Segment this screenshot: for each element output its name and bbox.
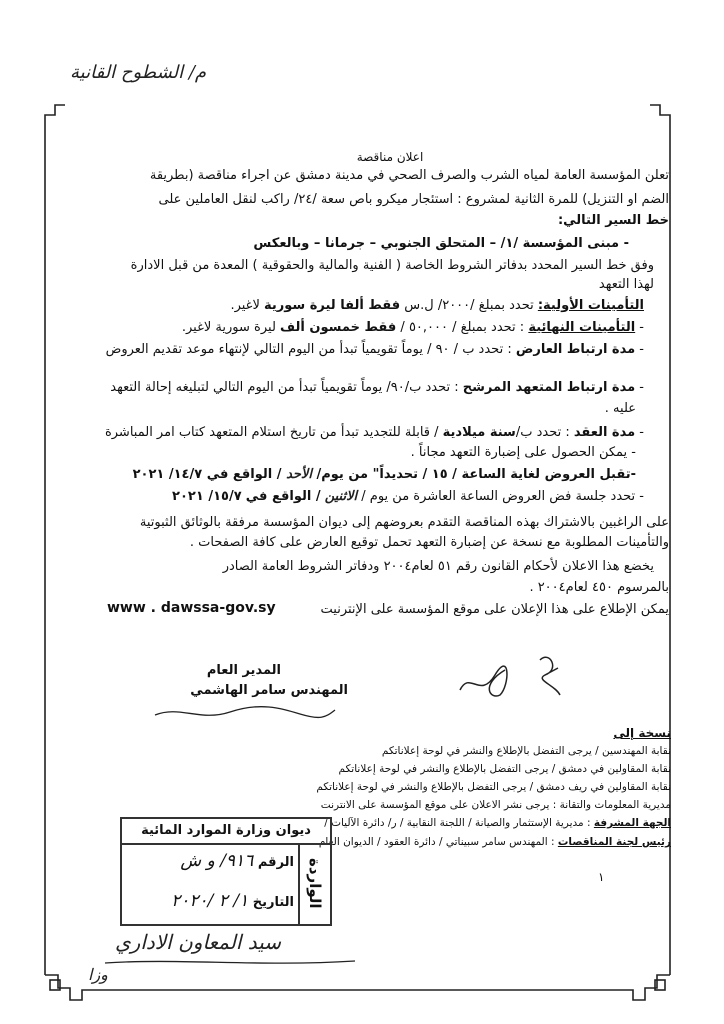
nominee-commitment-line-2: عليه . [604,401,636,416]
announcement-heading: اعلان مناقصة [356,150,424,164]
deadline-text: -تقبل العروض لغاية الساعة / ١٥ / تحديداً" من يوم/ [316,467,636,482]
copies-item-2: نقابة المقاولين في دمشق / يرجى التفضل بالإطلاع والنشر في لوحة إعلاناتكم [338,763,671,775]
final-insurance-bold: فقط خمسون ألف [280,320,397,335]
law-line-1: يخضع هذا الاعلان لأحكام القانون رقم ٥١ لعام٢٠٠٤ ودفاتر الشروط العامة الصادر [222,559,654,574]
route-line: - مبنى المؤسسة /١/ – المتحلق الجنوبي – جرمانا – وبالعكس [253,236,629,251]
contract-duration-label: مدة العقد [573,425,636,440]
deadline-date: ١٤/٧/ ٢٠٢١ [132,467,203,482]
small-mark: ١ [598,870,605,884]
opening-day: الاثنين [324,489,358,504]
copies-title: نسخة إلى [613,726,671,740]
copies-item-4: مديرية المعلومات والتقانة : يرجى نشر الاعلان على موقع المؤسسة على الانترنت [320,799,671,811]
initial-insurance-line [230,298,644,313]
handwritten-corner-note: وزا [88,965,108,984]
bidder-commitment-line: - مدة ارتباط العارض : تحدد ب / ٩٠ / يوماً تقويمياً تبدأ من اليوم التالي لإنتهاء موعد تقديم العروض [105,342,644,357]
route-text: مبنى المؤسسة /١/ – المتحلق الجنوبي – جرمانا – وبالعكس [253,236,620,251]
stamp-number-row [180,851,294,871]
file-note-line: - يمكن الحصول على إضبارة التعهد مجاناً . [410,445,636,460]
contract-duration-text: : تحدد ب/ [515,425,570,440]
supervising-label: الجهة المشرفة [593,817,671,829]
stamp-date-row [171,891,294,911]
signature-title: المدير العام [206,663,281,678]
corner-handwritten-note: م/ الشطوح القانية [70,62,207,83]
website-text: يمكن الإطلاع على هذا الإعلان على موقع المؤسسة على الإنترنيت [320,602,669,617]
supervising-line [324,817,671,829]
contract-duration-tail: / قابلة للتجديد تبدأ من تاريخ استلام المتعهد كتاب امر المباشرة [104,425,439,440]
supervising-text: : مديرية الإستثمار والصيانة / اللجنة النقابية / ر/ دائرة الآليات / [324,817,591,829]
file-note-text: يمكن الحصول على إضبارة التعهد مجاناً . [410,445,628,460]
copies-item-1: نقابة المهندسين / يرجى التفضل بالإطلاع والنشر في لوحة إعلاناتكم [381,745,671,757]
nominee-commitment-label: مدة ارتباط المتعهد المرشح [462,380,636,395]
initial-insurance-label: التأمينات الأولية: [537,298,644,313]
contract-duration-line: - مدة العقد : تحدد ب/سنة ميلادية / قابلة للتجديد تبدأ من تاريخ استلام المتعهد كتاب امر المباشرة [104,425,644,440]
intro-line-3: خط السير التالي: [557,213,669,228]
stamp-side-label: الواردة [306,858,324,909]
opening-date: ١٥/٧/ ٢٠٢١ [172,489,242,504]
committee-text: : المهندس سامر سبيناتي / دائرة العقود / الديوان العام [318,836,555,848]
bidder-commitment-label: مدة ارتباط العارض [515,342,636,357]
signature-name: المهندس سامر الهاشمي [190,683,348,698]
final-insurance-line: - التأمينات النهائية : تحدد بمبلغ / ٥٠,٠٠٠ / فقط خمسون ألف ليرة سورية لاغير. [181,320,644,335]
route-note-line-1: وفق خط السير المحدد بدفاتر الشروط الخاصة ( الفنية والمالية والحقوقية ) المعدة من قبل الادارة [130,258,654,273]
opening-mid: / الواقع في [245,489,321,504]
stamp-number-value: ٩١٦/ و ش [180,851,254,871]
handwritten-underline [100,955,360,970]
final-insurance-tail: ليرة سورية لاغير. [181,320,276,335]
submission-line-2: والتأمينات المطلوبة مع نسخة عن إضبارة التعهد تحمل توقيع العارض على كافة الصفحات . [189,535,669,550]
website-url[interactable]: www . dawssa-gov.sy [107,600,276,616]
incoming-stamp [120,817,332,926]
initial-insurance-tail: لاغير. [230,298,260,313]
stamp-date-label: التاريخ [252,895,294,910]
opening-text: تحدد جلسة فض العروض الساعة العاشرة من يوم / [361,489,636,504]
stamp-date-value: ١/ ٢ /٢٠٢٠ [171,891,249,911]
nominee-commitment-text: : تحدد ب/٩٠/ يوماً تقويمياً تبدأ من اليوم التالي لتبليغه إحالة التعهد [110,380,459,395]
initial-insurance-text: تحدد بمبلغ /٢٠٠٠/ ل.س [404,298,534,313]
deadline-line [133,467,636,482]
law-line-2: بالمرسوم ٤٥٠ لعام٢٠٠٤ . [529,580,669,595]
final-insurance-label: التأمينات النهائية [528,320,636,335]
stamp-number-label: الرقم [257,855,294,870]
route-note-line-2: لهذا التعهد [598,277,654,292]
contract-duration-bold: سنة ميلادية [442,425,516,440]
director-signature [150,700,340,725]
copies-item-3: نقابة المقاولين في ريف دمشق / يرجى التفضل بالإطلاع والنشر في لوحة إعلاناتكم [316,781,671,793]
handwritten-bottom-note: سيد المعاون الاداري [115,930,282,954]
intro-line-2: الضم او التنزيل) للمرة الثانية لمشروع : استئجار ميكرو باص سعة /٢٤/ راكب لنقل العاملين على [158,192,669,207]
deadline-mid: / الواقع في [206,467,282,482]
committee-line [319,836,671,848]
stamp-title: ديوان وزارة الموارد المائية [122,819,330,845]
deadline-day: الأحد [286,467,312,482]
stamp-side [298,843,330,924]
signature-scribbles [440,640,580,710]
bidder-commitment-text: : تحدد ب / ٩٠ / يوماً تقويمياً تبدأ من اليوم التالي لإنتهاء موعد تقديم العروض [105,342,512,357]
committee-label: رئيس لجنة المناقصات [557,836,671,848]
intro-line-1: تعلن المؤسسة العامة لمياه الشرب والصرف الصحي في مدينة دمشق عن اجراء مناقصة (بطريقة [149,168,669,183]
initial-insurance-bold: فقط ألفا ليرة سورية [264,298,401,313]
nominee-commitment-line: - مدة ارتباط المتعهد المرشح : تحدد ب/٩٠/ يوماً تقويمياً تبدأ من اليوم التالي لتبليغه إحالة التعهد [110,380,644,395]
opening-line: - تحدد جلسة فض العروض الساعة العاشرة من يوم / الاثنين / الواقع في ١٥/٧/ ٢٠٢١ [172,489,644,504]
submission-line-1: على الراغبين بالاشتراك بهذه المناقصة التقدم بعروضهم إلى ديوان المؤسسة مرفقة بالوثائق الثبوتية [139,515,669,530]
final-insurance-text: : تحدد بمبلغ / ٥٠,٠٠٠ / [400,320,525,335]
